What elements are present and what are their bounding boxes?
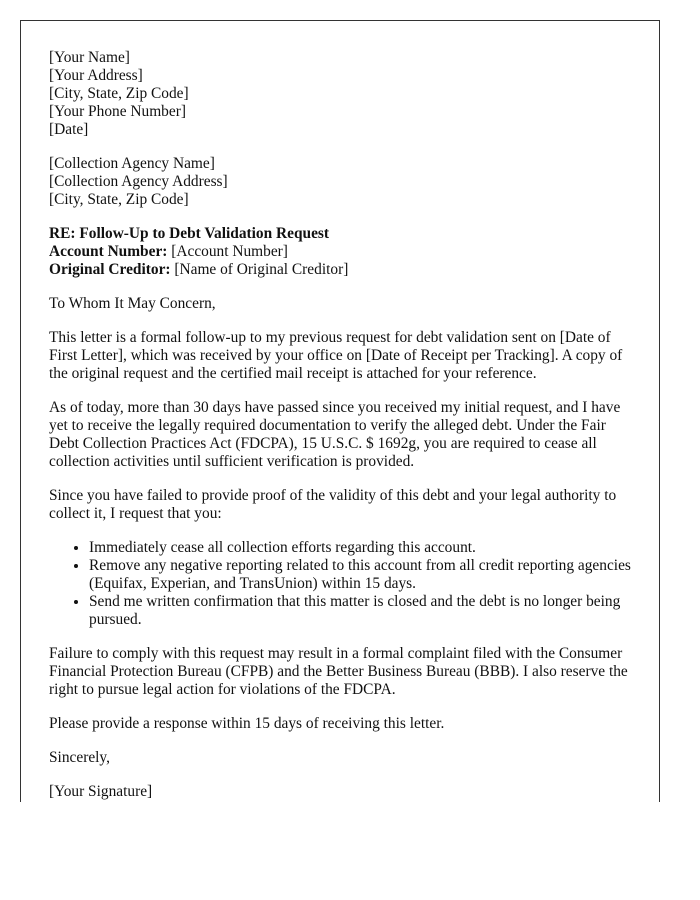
closing: Sincerely,: [49, 749, 110, 766]
original-creditor-value: [Name of Original Creditor]: [170, 261, 349, 278]
recipient-city-state-zip: [City, State, Zip Code]: [49, 191, 189, 208]
list-item: • Remove any negative reporting related to this account from all credit reporting agencies (Equifax, Experian, and TransUnion) within 15 days.: [89, 557, 639, 593]
salutation: To Whom It May Concern,: [49, 295, 216, 312]
original-creditor-label: Original Creditor:: [49, 261, 171, 278]
letter-page: [20, 20, 660, 802]
letter-date: [Date]: [49, 121, 89, 138]
paragraph-follow-up: This letter is a formal follow-up to my previous request for debt validation sent on [Date of First Letter], which was received by your office on [Date of Receipt per Tracking]. A copy of the original request and the certified mail receipt is attached for your reference.: [49, 329, 623, 382]
sender-phone: [Your Phone Number]: [49, 103, 186, 120]
sender-name: [Your Name]: [49, 49, 130, 66]
signature: [Your Signature]: [49, 783, 153, 800]
letter-body: [49, 49, 639, 802]
paragraph-response-deadline: Please provide a response within 15 days of receiving this letter.: [49, 715, 445, 732]
recipient-address: [Collection Agency Address]: [49, 173, 228, 190]
recipient-block: [49, 155, 639, 209]
sender-block: [49, 49, 639, 139]
list-item: • Immediately cease all collection efforts regarding this account.: [89, 539, 639, 557]
paragraph-consequences: Failure to comply with this request may result in a formal complaint filed with the Consumer Financial Protection Bureau (CFPB) and the Better Business Bureau (BBB). I also reserve the right to pursue legal action for violations of the FDCPA.: [49, 645, 628, 698]
request-list: [49, 539, 639, 629]
subject-block: [49, 225, 639, 279]
paragraph-fdcpa: As of today, more than 30 days have passed since you received my initial request, and I have yet to receive the legally required documentation to verify the alleged debt. Under the Fair Debt Collection Practices Act (FDCPA), 15 U.S.C. $ 1692g, you are required to cease all collection activities until sufficient verification is provided.: [49, 399, 621, 470]
account-number-line: [49, 243, 639, 261]
sender-address: [Your Address]: [49, 67, 143, 84]
original-creditor-line: [49, 261, 639, 279]
list-item: • Send me written confirmation that this matter is closed and the debt is no longer being pursued.: [89, 593, 639, 629]
account-number-label: Account Number:: [49, 243, 168, 260]
account-number-value: [Account Number]: [167, 243, 288, 260]
recipient-name: [Collection Agency Name]: [49, 155, 215, 172]
re-line: RE: Follow-Up to Debt Validation Request: [49, 225, 330, 242]
paragraph-request-intro: Since you have failed to provide proof of the validity of this debt and your legal authority to collect it, I request that you:: [49, 487, 617, 522]
sender-city-state-zip: [City, State, Zip Code]: [49, 85, 189, 102]
